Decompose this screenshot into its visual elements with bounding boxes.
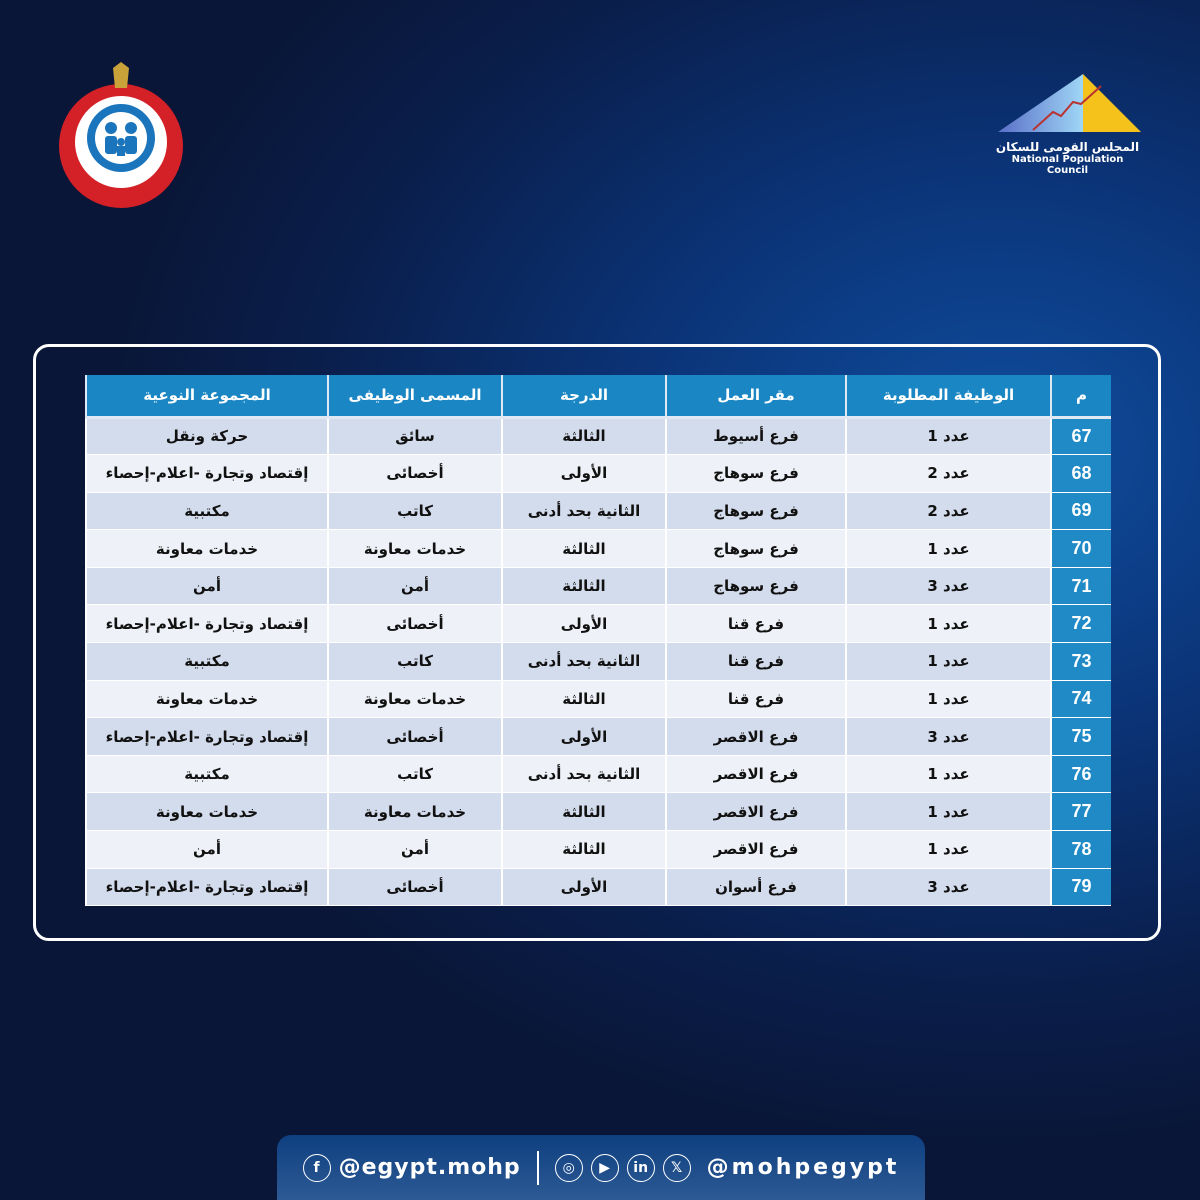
- npc-logo: [990, 72, 1145, 177]
- cell-workplace: فرع أسوان: [666, 868, 846, 906]
- cell-job-group: أمن: [86, 567, 328, 605]
- cell-required-job: عدد 1: [846, 755, 1051, 793]
- cell-job-group: حركة ونقل: [86, 417, 328, 455]
- instagram-icon[interactable]: ◎: [555, 1154, 583, 1182]
- cell-required-job: عدد 3: [846, 718, 1051, 756]
- cell-job-title: أمن: [328, 567, 502, 605]
- cell-job-title: أمن: [328, 831, 502, 869]
- cell-job-group: مكتبية: [86, 492, 328, 530]
- cell-job-group: إقتصاد وتجارة -اعلام-إحصاء: [86, 455, 328, 493]
- table-row: [86, 831, 1111, 869]
- cell-row-number: 69: [1051, 492, 1111, 530]
- cell-required-job: عدد 1: [846, 680, 1051, 718]
- youtube-icon[interactable]: ▶: [591, 1154, 619, 1182]
- cell-job-group: مكتبية: [86, 755, 328, 793]
- cell-job-title: خدمات معاونة: [328, 680, 502, 718]
- cell-required-job: عدد 1: [846, 643, 1051, 681]
- header-workplace: مقر العمل: [666, 375, 846, 417]
- cell-row-number: 76: [1051, 755, 1111, 793]
- table-row: [86, 793, 1111, 831]
- cell-row-number: 75: [1051, 718, 1111, 756]
- facebook-handle[interactable]: @egypt.mohp: [338, 1155, 521, 1180]
- cell-grade: الثانية بحد أدنى: [502, 643, 666, 681]
- social-handle[interactable]: @mohpegypt: [706, 1155, 900, 1180]
- header-job-title: المسمى الوظيفى: [328, 375, 502, 417]
- table-row: [86, 605, 1111, 643]
- cell-row-number: 74: [1051, 680, 1111, 718]
- table-row: [86, 643, 1111, 681]
- cell-job-title: أخصائى: [328, 455, 502, 493]
- cell-workplace: فرع الاقصر: [666, 718, 846, 756]
- header-number: م: [1051, 375, 1111, 417]
- cell-grade: الأولى: [502, 605, 666, 643]
- cell-grade: الثانية بحد أدنى: [502, 492, 666, 530]
- ministry-logo: [55, 60, 187, 210]
- cell-required-job: عدد 3: [846, 567, 1051, 605]
- npc-name-ar: المجلس القومى للسكان: [995, 140, 1140, 154]
- cell-grade: الثالثة: [502, 530, 666, 568]
- table-row: [86, 530, 1111, 568]
- cell-required-job: عدد 1: [846, 831, 1051, 869]
- cell-job-title: خدمات معاونة: [328, 530, 502, 568]
- cell-required-job: عدد 1: [846, 605, 1051, 643]
- cell-job-title: خدمات معاونة: [328, 793, 502, 831]
- table-row: [86, 492, 1111, 530]
- cell-workplace: فرع الاقصر: [666, 831, 846, 869]
- cell-job-title: كاتب: [328, 492, 502, 530]
- cell-row-number: 72: [1051, 605, 1111, 643]
- cell-row-number: 67: [1051, 417, 1111, 455]
- jobs-table: [85, 375, 1111, 906]
- cell-workplace: فرع سوهاج: [666, 455, 846, 493]
- table-row: [86, 567, 1111, 605]
- cell-job-title: أخصائى: [328, 718, 502, 756]
- cell-workplace: فرع الاقصر: [666, 755, 846, 793]
- social-footer: [277, 1135, 925, 1200]
- cell-workplace: فرع قنا: [666, 643, 846, 681]
- facebook-icon[interactable]: f: [303, 1154, 331, 1182]
- cell-job-group: خدمات معاونة: [86, 680, 328, 718]
- table-row: [86, 755, 1111, 793]
- cell-workplace: فرع سوهاج: [666, 530, 846, 568]
- cell-job-group: خدمات معاونة: [86, 530, 328, 568]
- cell-job-group: مكتبية: [86, 643, 328, 681]
- cell-job-title: أخصائى: [328, 868, 502, 906]
- npc-name-en: National Population Council: [1011, 154, 1124, 176]
- cell-grade: الثالثة: [502, 680, 666, 718]
- linkedin-icon[interactable]: in: [627, 1154, 655, 1182]
- cell-grade: الثانية بحد أدنى: [502, 755, 666, 793]
- cell-grade: الثالثة: [502, 417, 666, 455]
- header-required-job: الوظيفة المطلوبة: [846, 375, 1051, 417]
- cell-job-group: خدمات معاونة: [86, 793, 328, 831]
- cell-row-number: 78: [1051, 831, 1111, 869]
- cell-job-title: أخصائى: [328, 605, 502, 643]
- cell-workplace: فرع سوهاج: [666, 567, 846, 605]
- table-row: [86, 718, 1111, 756]
- cell-required-job: عدد 2: [846, 492, 1051, 530]
- x-icon[interactable]: 𝕏: [663, 1154, 691, 1182]
- header-job-group: المجموعة النوعية: [86, 375, 328, 417]
- cell-row-number: 70: [1051, 530, 1111, 568]
- cell-workplace: فرع سوهاج: [666, 492, 846, 530]
- cell-job-title: كاتب: [328, 755, 502, 793]
- cell-workplace: فرع أسيوط: [666, 417, 846, 455]
- header-grade: الدرجة: [502, 375, 666, 417]
- cell-required-job: عدد 1: [846, 530, 1051, 568]
- table-row: [86, 680, 1111, 718]
- cell-workplace: فرع قنا: [666, 605, 846, 643]
- cell-grade: الثالثة: [502, 793, 666, 831]
- table-header-row: [86, 375, 1111, 417]
- cell-grade: الأولى: [502, 718, 666, 756]
- cell-workplace: فرع الاقصر: [666, 793, 846, 831]
- cell-row-number: 73: [1051, 643, 1111, 681]
- cell-job-title: كاتب: [328, 643, 502, 681]
- cell-row-number: 79: [1051, 868, 1111, 906]
- cell-job-group: أمن: [86, 831, 328, 869]
- cell-required-job: عدد 1: [846, 417, 1051, 455]
- cell-required-job: عدد 3: [846, 868, 1051, 906]
- cell-required-job: عدد 1: [846, 793, 1051, 831]
- cell-row-number: 71: [1051, 567, 1111, 605]
- table-row: [86, 868, 1111, 906]
- cell-job-group: إقتصاد وتجارة -اعلام-إحصاء: [86, 718, 328, 756]
- cell-grade: الثالثة: [502, 567, 666, 605]
- cell-grade: الثالثة: [502, 831, 666, 869]
- cell-grade: الأولى: [502, 868, 666, 906]
- divider: [537, 1151, 539, 1185]
- cell-workplace: فرع قنا: [666, 680, 846, 718]
- cell-job-group: إقتصاد وتجارة -اعلام-إحصاء: [86, 868, 328, 906]
- cell-job-group: إقتصاد وتجارة -اعلام-إحصاء: [86, 605, 328, 643]
- table-row: [86, 417, 1111, 455]
- table-row: [86, 455, 1111, 493]
- cell-row-number: 68: [1051, 455, 1111, 493]
- cell-grade: الأولى: [502, 455, 666, 493]
- cell-row-number: 77: [1051, 793, 1111, 831]
- cell-job-title: سائق: [328, 417, 502, 455]
- cell-required-job: عدد 2: [846, 455, 1051, 493]
